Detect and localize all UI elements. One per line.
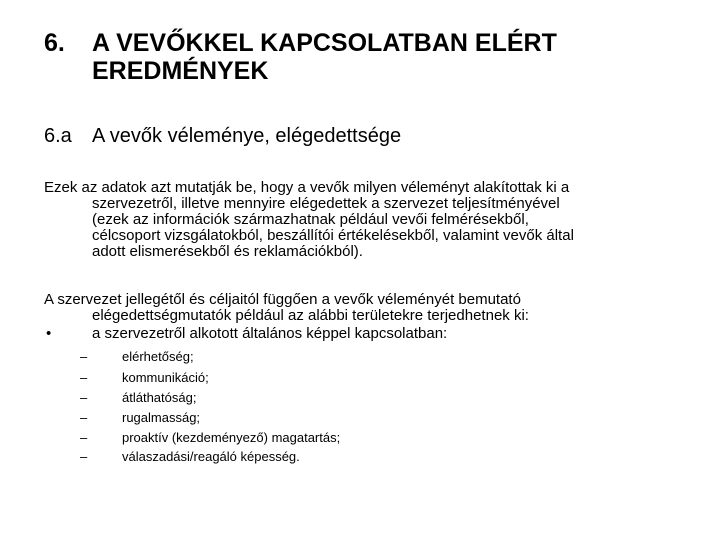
paragraph-line: elégedettségmutatók például az alábbi területekre terjedhetnek ki: [92,307,529,324]
paragraph-line: szervezetről, illetve mennyire elégedettek a szervezet teljesítményével [92,195,560,212]
list-item: proaktív (kezdeményező) magatartás; [122,430,341,445]
list-item-marker: – [80,449,88,464]
title-line-1: A VEVŐKKEL KAPCSOLATBAN ELÉRT [92,29,557,57]
list-item: elérhetőség; [122,349,194,364]
paragraph-line: célcsoport vizsgálatokból, beszállítói értékelésekből, valamint vevők által [92,227,574,244]
list-item-marker: – [80,410,88,425]
bullet-text: a szervezetről alkotott általános képpel kapcsolatban: [92,325,448,342]
list-item-marker: – [80,390,88,405]
list-item: válaszadási/reagáló képesség. [122,449,300,464]
title-line-2: EREDMÉNYEK [92,57,269,85]
paragraph-line: A szervezet jellegétől és céljaitól függően a vevők véleményét bemutató [44,291,521,308]
bullet-marker: • [46,325,52,342]
subtitle-text: A vevők véleménye, elégedettsége [92,125,402,147]
subtitle-number: 6.a [44,125,72,147]
list-item-marker: – [80,430,88,445]
paragraph-line: adott elismerésekből és reklamációkból). [92,243,363,260]
list-item: rugalmasság; [122,410,201,425]
list-item: átláthatóság; [122,390,197,405]
paragraph-line: Ezek az adatok azt mutatják be, hogy a vevők milyen véleményt alakítottak ki a [44,179,570,196]
list-item-marker: – [80,370,88,385]
title-number: 6. [44,29,65,57]
list-item: kommunikáció; [122,370,209,385]
paragraph-line: (ezek az információk származhatnak például vevői felmérésekből, [92,211,529,228]
list-item-marker: – [80,349,88,364]
